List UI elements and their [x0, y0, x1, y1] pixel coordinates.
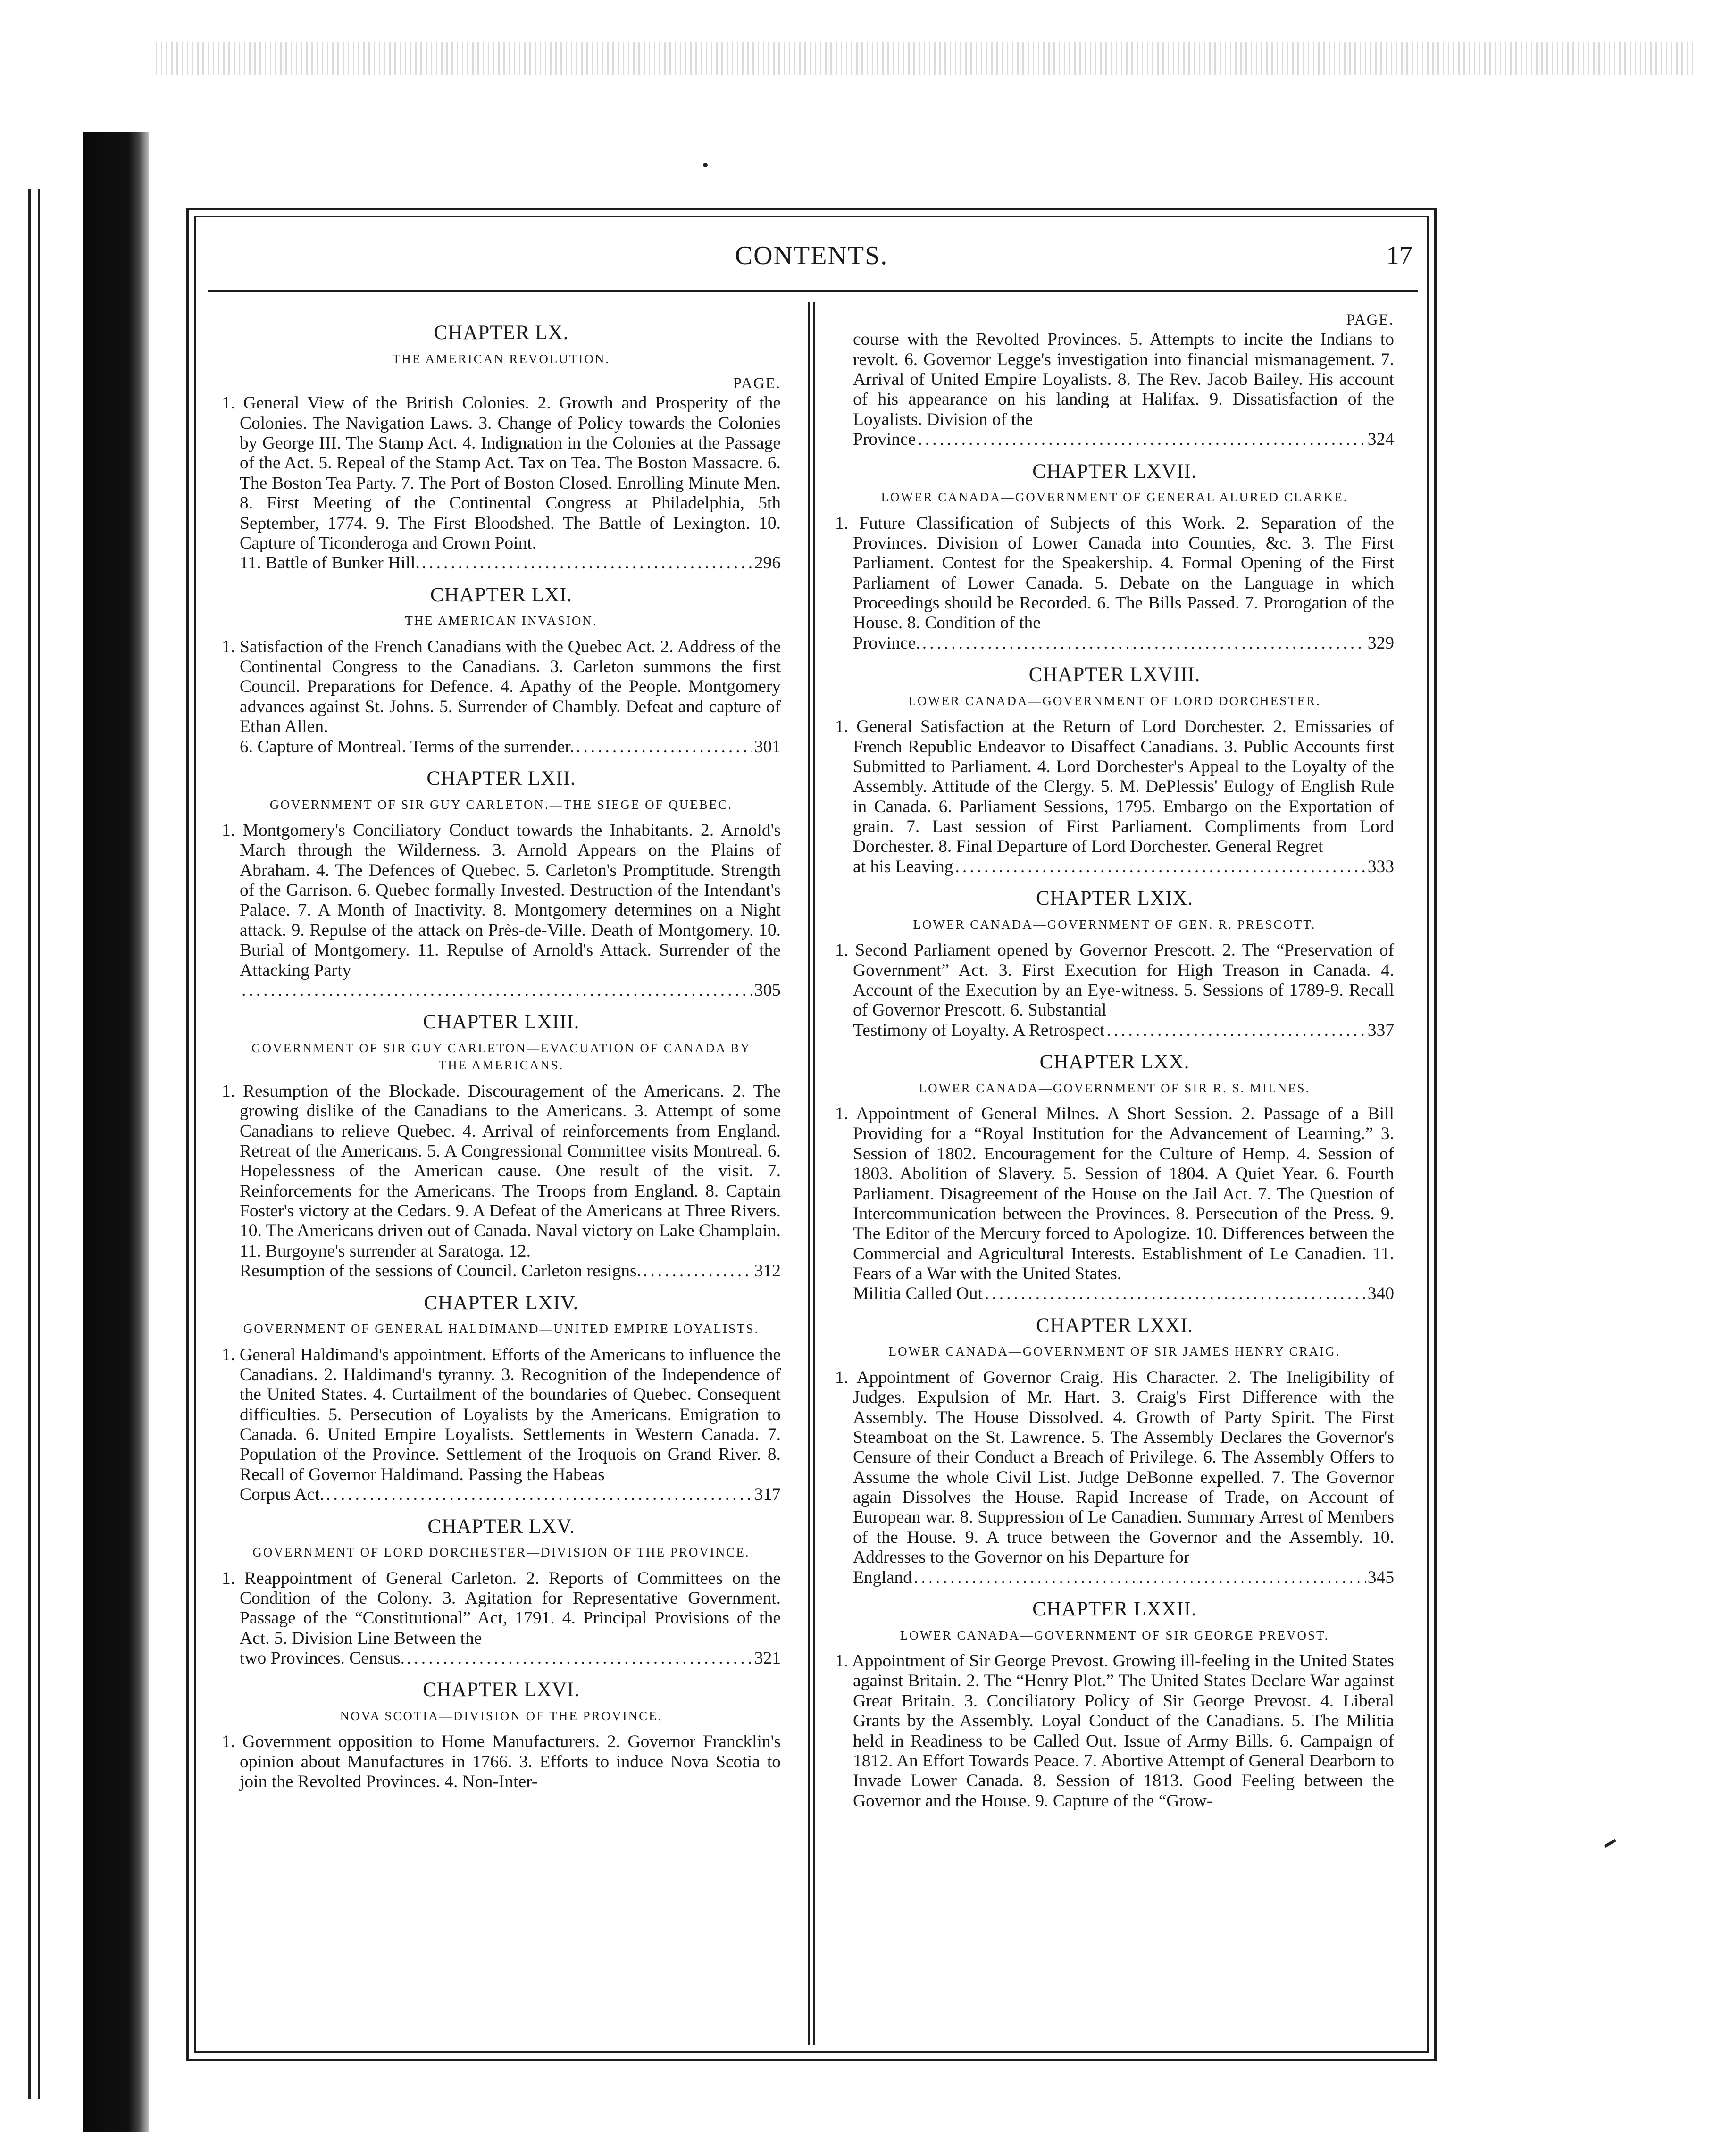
- chapter-heading: CHAPTER LXVI.: [422, 1679, 580, 1701]
- chapter-heading: CHAPTER LXVIII.: [1028, 664, 1201, 686]
- chapter-page-line: [222, 553, 781, 573]
- chapter-page-line: [835, 430, 1394, 450]
- left-column: [222, 311, 781, 1792]
- chapter-page-line: [835, 1021, 1394, 1041]
- chapter-page-number: 345: [1367, 1567, 1394, 1587]
- chapter-subheading: THE AMERICAN REVOLUTION.: [392, 351, 610, 366]
- chapter-subheading: LOWER CANADA—GOVERNMENT OF SIR R. S. MILNES.: [919, 1081, 1311, 1095]
- chapter-page-line: [222, 737, 781, 757]
- chapter-subheading: GOVERNMENT OF GENERAL HALDIMAND—UNITED EMPIRE LOYALISTS.: [243, 1322, 760, 1336]
- chapter-heading: CHAPTER LXII.: [426, 767, 576, 790]
- chapter-topics: 1. Future Classification of Subjects of this Work. 2. Separation of the Provinces. Division of Lower Canada into Counties, &c. 3. The First Parliament. Contest for the Speakership. 4. Formal Opening of the First Parliament of Lower Canada. 5. Debate on the Language in which Proceedings should be Recorded. 6. The Bills Passed. 7. Prorogation of the House. 8. Condition of the: [835, 513, 1394, 633]
- book-binding-shadow: [83, 132, 149, 2132]
- chapter-entry: [222, 1515, 781, 1669]
- page-title: CONTENTS.: [735, 241, 888, 270]
- chapter-topics: 1. Satisfaction of the French Canadians with the Quebec Act. 2. Address of the Continental Congress to the Canadians. 3. Carleton summons the first Council. Preparations for Defence. 4. Apathy of the People. Montgomery advances against St. Johns. 5. Surrender of Chambly. Defeat and capture of Ethan Allen.: [222, 637, 781, 737]
- chapter-heading: CHAPTER LXVII.: [1032, 460, 1197, 483]
- chapter-page-line: [222, 1485, 781, 1505]
- page-edge-line: [38, 189, 40, 2099]
- chapter-topics: 1. General View of the British Colonies. 2. Growth and Prosperity of the Colonies. The Navigation Laws. 3. Change of Policy towards the Colonies by George III. The Stamp Act. 4. Indignation in the Colonies at the Passage of the Act. 5. Repeal of the Stamp Act. Tax on Tea. The Boston Massacre. 6. The Boston Tea Party. 7. The Port of Boston Closed. Enrolling Minute Men. 8. First Meeting of the Continental Congress at Philadelphia, 5th September, 1774. 9. The First Bloodshed. The Battle of Lexington. 10. Capture of Ticonderoga and Crown Point.: [222, 393, 781, 553]
- header-rule: [208, 290, 1418, 292]
- chapter-entry: [835, 1315, 1394, 1588]
- chapter-entry: [222, 584, 781, 757]
- chapter-page-line: [835, 633, 1394, 653]
- dot-leader: [922, 633, 1366, 653]
- chapter-heading: CHAPTER LXIX.: [1036, 887, 1194, 910]
- page-number: 17: [1386, 241, 1412, 270]
- dot-leader: [1106, 1021, 1365, 1041]
- dot-leader: [643, 1261, 752, 1281]
- dot-leader: [914, 1568, 1366, 1588]
- scan-mark: [1604, 1839, 1616, 1848]
- chapter-page-number: 296: [754, 553, 781, 573]
- chapter-topics: 1. Appointment of General Milnes. A Short Session. 2. Passage of a Bill Providing for a “Royal Institution for the Advancement of Learning.” 3. Session of 1802. Encouragement for the Culture of Hemp. 4. Session of 1803. Abolition of Slavery. 5. Session of 1804. A Quiet Year. 6. Fourth Parliament. Disagreement of the House on the Jail Act. 7. The Question of Intercommunication between the Provinces. 8. Persecution of the Press. 9. The Editor of the Mercury forced to Apologize. 10. Differences between the Commercial and Agricultural Interests. Establishment of Le Canadien. 11. Fears of a War with the United States.: [835, 1104, 1394, 1284]
- chapter-heading: CHAPTER LXIV.: [424, 1291, 579, 1314]
- chapter-heading: CHAPTER LXX.: [1039, 1051, 1190, 1074]
- column-divider: [808, 302, 815, 2045]
- chapter-subheading: LOWER CANADA—GOVERNMENT OF SIR JAMES HENRY CRAIG.: [888, 1344, 1341, 1359]
- chapter-subheading: LOWER CANADA—GOVERNMENT OF SIR GEORGE PREVOST.: [900, 1628, 1329, 1642]
- chapter-topics: 1. Appointment of Governor Craig. His Character. 2. The Ineligibility of Judges. Expulsion of Mr. Hart. 3. Craig's First Difference with the Assembly. The House Dissolved. 4. Growth of Party Spirit. The First Steamboat on the St. Lawrence. 5. The Assembly Declares the Governor's Censure of their Conduct a Breach of Privilege. 6. The Assembly Offers to Assume the whole Civil List. Judge DeBonne expelled. 7. The Governor again Dissolves the House. Rapid Increase of Trade, on Account of European war. 8. Suppression of Le Canadien. Summary Arrest of Members of the House. 9. A truce between the Governor and the Assembly. 10. Addresses to the Governor on his Departure for: [835, 1367, 1394, 1567]
- dot-leader: [985, 1284, 1366, 1304]
- chapter-topics: 1. Resumption of the Blockade. Discouragement of the Americans. 2. The growing dislike of the Canadians to the Americans. 3. Attempt of some Canadians to relieve Quebec. 4. Arrival of reinforcements from England. Retreat of the Americans. 5. A Congressional Committee visits Montreal. 6. Hopelessness of the American cause. One result of the visit. 7. Reinforcements for the Americans. The Troops from England. 8. Captain Foster's victory at the Cedars. 9. A Defeat of the Americans at Three Rivers. 10. The Americans driven out of Canada. Naval victory on Lake Champlain. 11. Burgoyne's surrender at Saratoga. 12.: [222, 1081, 781, 1261]
- chapter-heading: CHAPTER LXI.: [430, 583, 573, 606]
- chapter-entry: [222, 767, 781, 1000]
- chapter-topics: 1. Appointment of Sir George Prevost. Growing ill-feeling in the United States against Britain. 2. The “Henry Plot.” The United States Declare War against Great Britain. 3. Conciliatory Policy of Sir George Prevost. 4. Liberal Grants by the Assembly. Loyal Conduct of the Canadians. 5. The Militia held in Readiness to be Called Out. Issue of Army Bills. 6. Campaign of 1812. An Effort Towards Peace. 7. Abortive Attempt of General Dearborn to Invade Lower Canada. 8. Session of 1813. Good Feeling between the Governor and the House. 9. Capture of the “Grow-: [835, 1651, 1394, 1811]
- chapter-last-topic: Militia Called Out: [853, 1284, 983, 1304]
- chapter-entry: [222, 1679, 781, 1792]
- chapter-heading: CHAPTER LXXII.: [1032, 1598, 1197, 1620]
- scan-speckle: [156, 42, 1694, 75]
- chapter-last-topic: England: [853, 1567, 912, 1587]
- dot-leader: [407, 1648, 752, 1668]
- chapter-last-topic: two Provinces. Census.: [240, 1648, 405, 1668]
- chapter-continuation: [835, 330, 1394, 450]
- chapter-subheading: NOVA SCOTIA—DIVISION OF THE PROVINCE.: [340, 1709, 663, 1723]
- chapter-topics: 1. Government opposition to Home Manufacturers. 2. Governor Francklin's opinion about Manufactures in 1766. 3. Efforts to induce Nova Scotia to join the Revolted Provinces. 4. Non-Inter-: [222, 1732, 781, 1792]
- chapter-heading: CHAPTER LXV.: [427, 1515, 575, 1538]
- chapter-entry: [222, 1292, 781, 1505]
- chapter-page-number: 321: [754, 1648, 781, 1668]
- chapter-subheading: LOWER CANADA—GOVERNMENT OF GEN. R. PRESCOTT.: [913, 917, 1316, 932]
- chapter-subheading: GOVERNMENT OF SIR GUY CARLETON.—THE SIEGE OF QUEBEC.: [269, 797, 733, 812]
- chapter-page-line: [835, 1284, 1394, 1304]
- chapter-subheading: LOWER CANADA—GOVERNMENT OF LORD DORCHESTER.: [908, 693, 1321, 708]
- chapter-last-topic: Testimony of Loyalty. A Retrospect: [853, 1020, 1105, 1040]
- chapter-page-number: 317: [754, 1485, 781, 1505]
- chapter-heading: CHAPTER LXIII.: [423, 1011, 580, 1033]
- chapter-page-number: 340: [1367, 1284, 1394, 1304]
- chapter-last-topic: 6. Capture of Montreal. Terms of the surrender.: [240, 737, 574, 757]
- chapter-last-topic: Province: [853, 430, 916, 450]
- chapter-page-number: 301: [754, 737, 781, 757]
- chapter-entry: [835, 1051, 1394, 1304]
- chapter-topics: 1. Montgomery's Conciliatory Conduct towards the Inhabitants. 2. Arnold's March through the Wilderness. 3. Arnold Appears on the Plains of Abraham. 4. The Defences of Quebec. 5. Carleton's Promptitude. Strength of the Garrison. 6. Quebec formally Invested. Destruction of the Intendant's Palace. 7. A Month of Inactivity. 8. Montgomery determines on a Night attack. 9. Repulse of the attack on Près-de-Ville. Death of Montgomery. 10. Burial of Montgomery. 11. Repulse of Arnold's Attack. Surrender of the Attacking Party: [222, 820, 781, 980]
- chapter-page-number: 305: [754, 980, 781, 1000]
- chapter-page-line: [222, 1261, 781, 1281]
- chapter-entry: [835, 1598, 1394, 1811]
- chapter-page-number: 329: [1367, 633, 1394, 653]
- chapter-page-number: 337: [1367, 1020, 1394, 1040]
- dot-leader: [242, 981, 752, 1000]
- chapter-heading: CHAPTER LXXI.: [1036, 1314, 1194, 1337]
- dot-leader: [576, 737, 752, 757]
- page-header: [198, 241, 1425, 292]
- chapter-last-topic: Resumption of the sessions of Council. Carleton resigns.: [240, 1261, 641, 1281]
- chapter-subheading: THE AMERICAN INVASION.: [405, 614, 598, 628]
- chapter-page-line: [835, 1568, 1394, 1588]
- chapter-entry: [835, 460, 1394, 654]
- chapter-topics: 1. Second Parliament opened by Governor Prescott. 2. The “Preservation of Government” Act. 3. First Execution for High Treason in Canada. 4. Account of the Execution by an Eye-witness. 5. Sessions of 1789-9. Recall of Governor Prescott. 6. Substantial: [835, 941, 1394, 1020]
- chapter-topics: 1. Reappointment of General Carleton. 2. Reports of Committees on the Condition of the Colony. 3. Agitation for Representative Government. Passage of the “Constitutional” Act, 1791. 4. Principal Provisions of the Act. 5. Division Line Between the: [222, 1568, 781, 1648]
- chapter-entry: [835, 664, 1394, 877]
- chapter-page-number: 324: [1367, 430, 1394, 450]
- chapter-page-number: 312: [754, 1261, 781, 1281]
- chapter-entry: [835, 887, 1394, 1041]
- chapter-topics: 1. General Satisfaction at the Return of Lord Dorchester. 2. Emissaries of French Republic Endeavor to Disaffect Canadians. 3. Public Accounts first Submitted to Parliament. 4. Lord Dorchester's Appeal to the Loyalty of the Assembly. Attitude of the Clergy. 5. M. DePlessis' Eulogy of English Rule in Canada. 6. Parliament Sessions, 1795. Embargo on the Exportation of grain. 7. Last session of First Parliament. Compliments from Lord Dorchester. 8. Final Departure of Lord Dorchester. General Regret: [835, 717, 1394, 857]
- chapter-topics: course with the Revolted Provinces. 5. Attempts to incite the Indians to revolt. 6. Governor Legge's investigation into financial mismanagement. 7. Arrival of United Empire Loyalists. 8. The Rev. Jacob Bailey. His account of his appearance on his landing at Halifax. 9. Dissatisfaction of the Loyalists. Division of the: [853, 330, 1394, 429]
- chapter-last-topic: 11. Battle of Bunker Hill.: [240, 553, 420, 573]
- page-column-label: PAGE.: [1346, 311, 1394, 328]
- page-column-label: PAGE.: [733, 375, 781, 392]
- dot-leader: [422, 553, 752, 573]
- chapter-page-line: [222, 981, 781, 1000]
- chapter-page-number: 333: [1367, 857, 1394, 876]
- chapter-entry: [222, 322, 781, 574]
- dot-leader: [955, 857, 1365, 877]
- chapter-subheading: GOVERNMENT OF LORD DORCHESTER—DIVISION OF THE PROVINCE.: [252, 1545, 750, 1560]
- chapter-topics: 1. General Haldimand's appointment. Efforts of the Americans to influence the Canadians. 2. Haldimand's tyranny. 3. Recognition of the Independence of the United States. 4. Curtailment of the boundaries of Quebec. Consequent difficulties. 5. Persecution of Loyalists by the Americans. Emigration to Canada. 6. United Empire Loyalists. Settlements in Western Canada. 7. Population of the Province. Settlement of the Iroquois on Grand River. 8. Recall of Governor Haldimand. Passing the Habeas: [222, 1345, 781, 1484]
- dot-leader: [918, 430, 1365, 450]
- dot-leader: [326, 1485, 752, 1505]
- chapter-page-line: [222, 1648, 781, 1668]
- chapter-last-topic: at his Leaving: [853, 857, 953, 876]
- chapter-last-topic: Province.: [853, 633, 920, 653]
- chapter-heading: CHAPTER LX.: [434, 322, 569, 344]
- chapter-entry: [222, 1011, 781, 1281]
- scan-mark: [703, 163, 708, 167]
- chapter-subheading: GOVERNMENT OF SIR GUY CARLETON—EVACUATION OF CANADA BY THE AMERICANS.: [251, 1041, 751, 1073]
- chapter-page-line: [835, 857, 1394, 877]
- chapter-subheading: LOWER CANADA—GOVERNMENT OF GENERAL ALURED CLARKE.: [881, 490, 1348, 505]
- page-edge-line: [28, 189, 31, 2099]
- chapter-last-topic: Corpus Act.: [240, 1485, 325, 1505]
- right-column: [835, 311, 1394, 1811]
